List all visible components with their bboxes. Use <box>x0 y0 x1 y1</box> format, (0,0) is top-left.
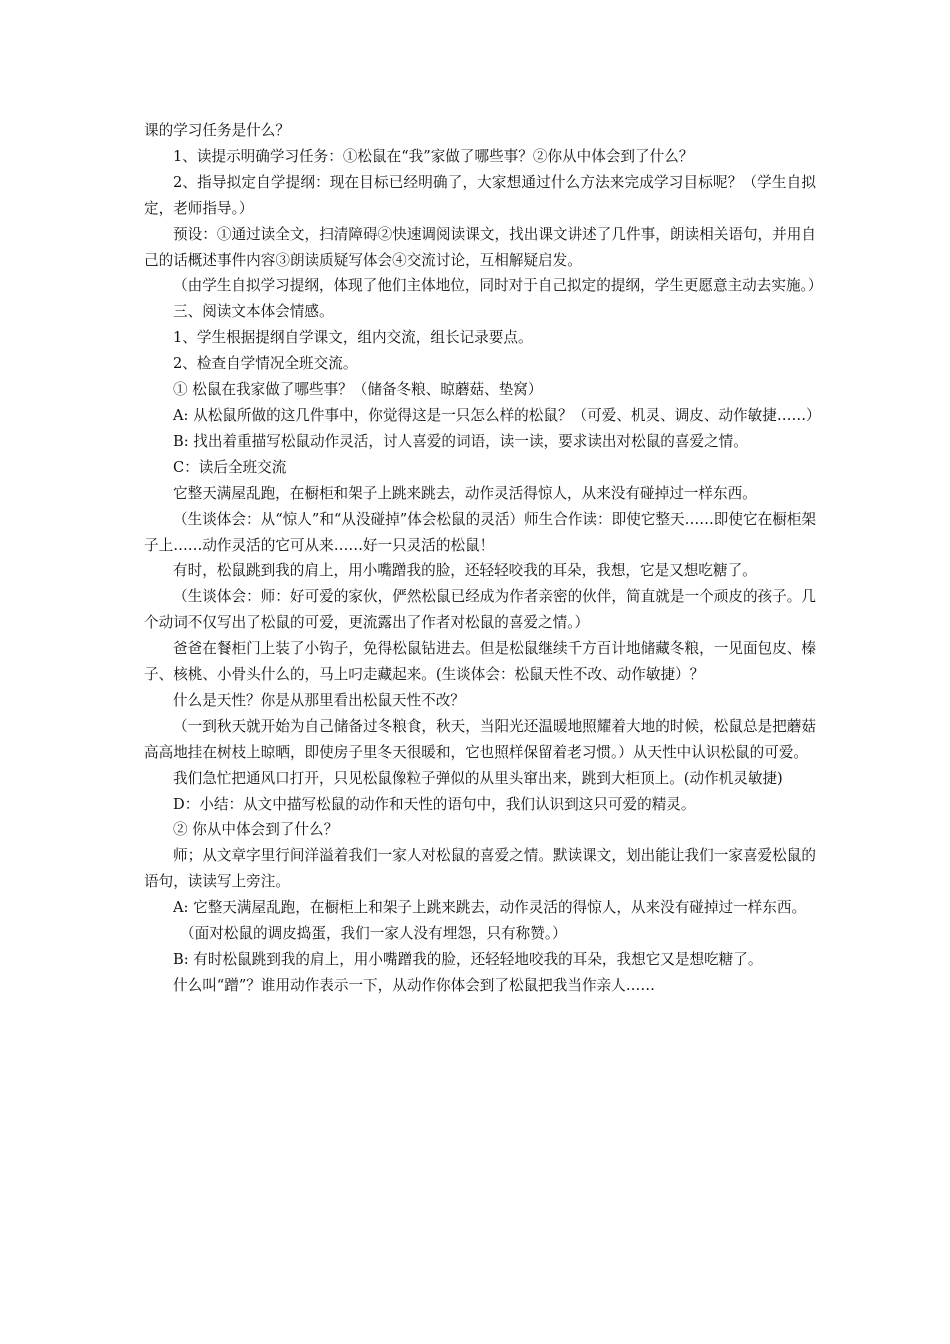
paragraph-3: 2、指导拟定自学提纲：现在目标已经明确了，大家想通过什么方法来完成学习目标呢？（学生自拟定，老师指导。） <box>144 173 816 217</box>
paragraph-19: （一到秋天就开始为自己储备过冬粮食，秋天，当阳光还温暖地照耀着大地的时候，松鼠总是把蘑菇高高地挂在树枝上晾晒，即使房子里冬天很暖和，它也照样保留着老习惯。）从天性中认识松鼠的可爱。 <box>144 717 816 761</box>
paragraph-26: B: 有时松鼠跳到我的肩上，用小嘴蹭我的脸，还轻轻地咬我的耳朵，我想它又是想吃糖了。 <box>173 951 763 968</box>
paragraph-15: 有时，松鼠跳到我的肩上，用小嘴蹭我的脸，还轻轻咬我的耳朵，我想，它是又想吃糖了。 <box>173 562 757 580</box>
paragraph-14: （生谈体会：从“惊人”和“从没碰掉”体会松鼠的灵活）师生合作读：即使它整天……即使它在橱柜架子上……动作灵活的它可从来……好一只灵活的松鼠！ <box>144 510 816 554</box>
paragraph-24: A: 它整天满屋乱跑，在橱柜上和架子上跳来跳去，动作灵活的得惊人，从来没有碰掉过一样东西。 <box>173 899 807 917</box>
paragraph-22: ② 你从中体会到了什么？ <box>173 821 339 839</box>
paragraph-12: C：读后全班交流 <box>173 458 287 476</box>
paragraph-8: 2、检查自学情况全班交流。 <box>173 355 358 373</box>
paragraph-20: 我们急忙把通风口打开，只见松鼠像粒子弹似的从里头窜出来，跳到大柜顶上。(动作机灵敏捷) <box>173 769 783 787</box>
paragraph-7: 1、学生根据提纲自学课文，组内交流，组长记录要点。 <box>173 329 533 347</box>
paragraph-13: 它整天满屋乱跑，在橱柜和架子上跳来跳去，动作灵活得惊人，从来没有碰掉过一样东西。 <box>173 484 757 502</box>
paragraph-4: 预设：①通过读全文，扫清障碍②快速调阅读课文，找出课文讲述了几件事，朗读相关语句，并用自己的话概述事件内容③朗读质疑写体会④交流讨论，互相解疑启发。 <box>144 225 816 269</box>
paragraph-16: （生谈体会：师：好可爱的家伙，俨然松鼠已经成为作者亲密的伙伴，简直就是一个顽皮的孩子。几个动词不仅写出了松鼠的可爱，更流露出了作者对松鼠的喜爱之情。） <box>144 588 816 632</box>
paragraph-18: 什么是天性？你是从那里看出松鼠天性不改？ <box>173 691 465 709</box>
paragraph-17: 爸爸在餐柜门上装了小钩子，免得松鼠钻进去。但是松鼠继续千方百计地储藏冬粮，一见面包皮、榛子、核桃、小骨头什么的，马上叼走藏起来。(生谈体会：松鼠天性不改、动作敏捷）？ <box>144 640 816 684</box>
paragraph-6: 三、阅读文本体会情感。 <box>173 303 334 321</box>
paragraph-5: （由学生自拟学习提纲，体现了他们主体地位，同时对于自己拟定的提纲，学生更愿意主动去实施。） <box>173 277 823 295</box>
document-page <box>144 118 823 999</box>
paragraph-1: 课的学习任务是什么？ <box>144 122 290 139</box>
paragraph-21: D：小结：从文中描写松鼠的动作和天性的语句中，我们认识到这只可爱的精灵。 <box>173 795 696 813</box>
paragraph-10: A: 从松鼠所做的这几件事中，你觉得这是一只怎么样的松鼠？（可爱、机灵、调皮、动作敏捷……） <box>173 406 821 424</box>
paragraph-25: （面对松鼠的调皮捣蛋，我们一家人没有埋怨，只有称赞。） <box>180 925 567 943</box>
paragraph-2: 1、读提示明确学习任务：①松鼠在“我”家做了哪些事？②你从中体会到了什么？ <box>173 147 694 165</box>
paragraph-9: ① 松鼠在我家做了哪些事？（储备冬粮、晾蘑菇、垫窝） <box>173 381 543 399</box>
paragraph-23: 师；从文章字里行间洋溢着我们一家人对松鼠的喜爱之情。默读课文，划出能让我们一家喜爱松鼠的语句，读读写上旁注。 <box>144 847 816 891</box>
paragraph-27: 什么叫“蹭”？谁用动作表示一下，从动作你体会到了松鼠把我当作亲人…… <box>173 976 655 994</box>
paragraph-11: B: 找出着重描写松鼠动作灵活，讨人喜爱的词语，读一读，要求读出对松鼠的喜爱之情。 <box>173 432 748 450</box>
